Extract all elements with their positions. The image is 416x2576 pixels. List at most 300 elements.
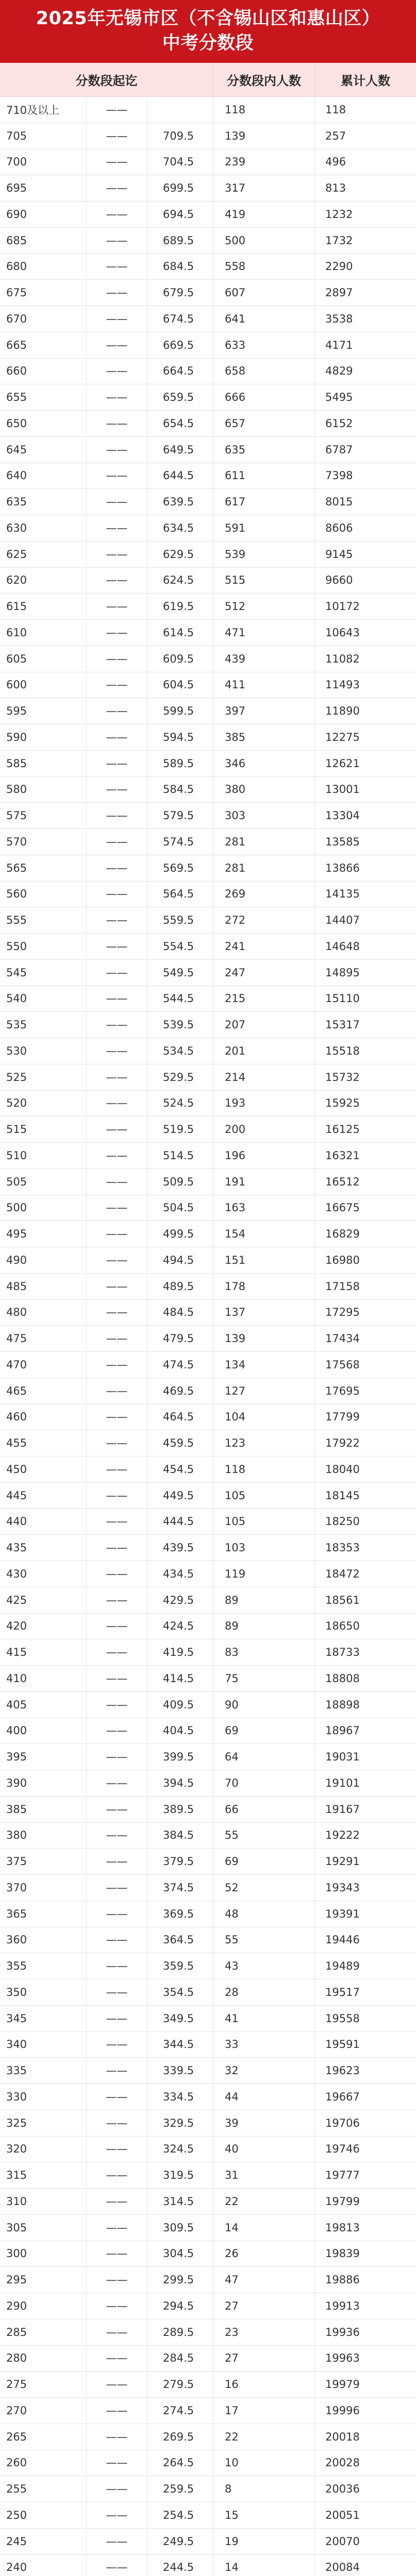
cell-range-separator: ——	[87, 1300, 147, 1326]
table-row	[0, 907, 416, 934]
cell-count: 558	[213, 254, 315, 280]
cell-range-separator: ——	[87, 1666, 147, 1691]
cell-score-from: 630	[0, 515, 87, 541]
cell-count: 385	[213, 724, 315, 750]
cell-score-from: 425	[0, 1587, 87, 1613]
cell-range-separator: ——	[87, 1901, 147, 1927]
cell-score-from: 265	[0, 2424, 87, 2450]
cell-count: 55	[213, 1927, 315, 1953]
table-row	[0, 1143, 416, 1169]
cell-range-separator: ——	[87, 123, 147, 149]
cell-range-separator: ——	[87, 1195, 147, 1221]
cell-score-to: 669.5	[147, 332, 213, 358]
cell-count: 281	[213, 829, 315, 855]
table-row	[0, 489, 416, 515]
cell-score-to: 579.5	[147, 803, 213, 828]
table-row	[0, 228, 416, 254]
cell-score-to: 514.5	[147, 1143, 213, 1168]
cell-score-from: 450	[0, 1456, 87, 1482]
cell-score-to: 534.5	[147, 1038, 213, 1064]
cell-range-separator: ——	[87, 2555, 147, 2576]
cell-score-to: 384.5	[147, 1823, 213, 1849]
cell-cumulative: 20028	[325, 2456, 360, 2469]
cell-range-separator: ——	[87, 1091, 147, 1116]
cell-score-from: 430	[0, 1561, 87, 1587]
table-row	[0, 175, 416, 201]
cell-count: 139	[213, 1326, 315, 1351]
table-row	[0, 1849, 416, 1875]
cell-range-separator: ——	[87, 2476, 147, 2502]
cell-count: 134	[213, 1352, 315, 1378]
table-row	[0, 1587, 416, 1614]
cell-range-separator: ——	[87, 1797, 147, 1822]
cell-count: 105	[213, 1509, 315, 1535]
cell-score-from: 365	[0, 1901, 87, 1927]
cell-score-from: 645	[0, 437, 87, 463]
cell-cumulative: 14135	[325, 888, 360, 901]
cell-count: 151	[213, 1247, 315, 1273]
cell-count: 43	[213, 1953, 315, 1979]
cell-cumulative: 17799	[325, 1411, 360, 1423]
table-row	[0, 2267, 416, 2293]
cell-range-separator: ——	[87, 2424, 147, 2450]
cell-count: 28	[213, 1979, 315, 2005]
cell-range-separator: ——	[87, 698, 147, 724]
cell-range-separator: ——	[87, 280, 147, 306]
cell-score-to: 519.5	[147, 1116, 213, 1142]
cell-count: 471	[213, 620, 315, 646]
cell-score-from: 255	[0, 2476, 87, 2502]
cell-count: 17	[213, 2398, 315, 2424]
cell-count: 611	[213, 463, 315, 489]
cell-score-from: 555	[0, 907, 87, 933]
table-row	[0, 751, 416, 777]
cell-count: 55	[213, 1823, 315, 1849]
cell-count: 69	[213, 1849, 315, 1874]
table-row	[0, 2398, 416, 2424]
cell-score-to: 254.5	[147, 2502, 213, 2528]
cell-cumulative: 12621	[325, 757, 360, 770]
cell-score-to: 424.5	[147, 1614, 213, 1639]
cell-range-separator: ——	[87, 1614, 147, 1639]
cell-count: 419	[213, 201, 315, 227]
cell-cumulative: 19839	[325, 2247, 360, 2260]
cell-range-separator: ——	[87, 2058, 147, 2083]
table-body	[0, 97, 416, 2576]
table-row	[0, 1430, 416, 1456]
table-row	[0, 515, 416, 541]
cell-range-separator: ——	[87, 1561, 147, 1587]
cell-score-from: 570	[0, 829, 87, 855]
cell-cumulative: 19963	[325, 2352, 360, 2365]
cell-count: 607	[213, 280, 315, 306]
table-row	[0, 724, 416, 751]
cell-score-to: 284.5	[147, 2346, 213, 2371]
cell-score-from: 335	[0, 2058, 87, 2083]
cell-score-to: 244.5	[147, 2555, 213, 2576]
cell-score-to: 439.5	[147, 1535, 213, 1561]
cell-range-separator: ——	[87, 2241, 147, 2267]
cell-cumulative: 11493	[325, 679, 360, 691]
cell-count: 105	[213, 1483, 315, 1509]
cell-cumulative: 257	[325, 129, 346, 142]
cell-score-from: 415	[0, 1639, 87, 1665]
cell-cumulative: 18353	[325, 1541, 360, 1554]
cell-score-from: 495	[0, 1221, 87, 1247]
cell-count: 633	[213, 332, 315, 358]
cell-count: 500	[213, 228, 315, 253]
table-row	[0, 306, 416, 332]
cell-score-from: 410	[0, 1666, 87, 1691]
table-row	[0, 1378, 416, 1404]
cell-range-separator: ——	[87, 1823, 147, 1849]
cell-count: 123	[213, 1430, 315, 1456]
cell-count: 10	[213, 2450, 315, 2476]
cell-range-separator: ——	[87, 1639, 147, 1665]
table-row	[0, 1012, 416, 1038]
cell-cumulative: 11082	[325, 652, 360, 665]
table-row	[0, 1823, 416, 1849]
cell-cumulative: 15925	[325, 1097, 360, 1110]
cell-score-to: 359.5	[147, 1953, 213, 1979]
cell-score-from: 380	[0, 1823, 87, 1849]
cell-range-separator: ——	[87, 1770, 147, 1796]
cell-score-from: 290	[0, 2293, 87, 2319]
cell-cumulative: 18808	[325, 1672, 360, 1685]
column-header-score-range: 分数段起讫	[0, 63, 213, 96]
cell-score-to: 454.5	[147, 1456, 213, 1482]
cell-score-to: 504.5	[147, 1195, 213, 1221]
table-header	[0, 63, 416, 97]
cell-range-separator: ——	[87, 724, 147, 750]
cell-score-from: 560	[0, 882, 87, 907]
column-header-cumulative: 累计人数	[341, 74, 390, 88]
cell-cumulative: 19222	[325, 1829, 360, 1842]
cell-score-to: 459.5	[147, 1430, 213, 1456]
cell-score-from: 320	[0, 2137, 87, 2162]
cell-range-separator: ——	[87, 620, 147, 646]
cell-score-from: 370	[0, 1875, 87, 1901]
cell-range-separator: ——	[87, 1378, 147, 1404]
cell-range-separator: ——	[87, 359, 147, 384]
cell-score-to: 349.5	[147, 2006, 213, 2031]
cell-cumulative: 18967	[325, 1724, 360, 1737]
cell-count: 89	[213, 1614, 315, 1639]
cell-cumulative: 118	[325, 103, 346, 116]
table-row	[0, 1561, 416, 1587]
cell-count: 27	[213, 2346, 315, 2371]
table-row	[0, 123, 416, 149]
cell-score-from: 470	[0, 1352, 87, 1378]
cell-cumulative: 19558	[325, 2012, 360, 2025]
cell-score-to: 529.5	[147, 1064, 213, 1090]
cell-score-from: 395	[0, 1744, 87, 1770]
cell-range-separator: ——	[87, 1587, 147, 1613]
cell-cumulative: 19446	[325, 1934, 360, 1946]
table-row	[0, 829, 416, 855]
cell-score-from: 655	[0, 384, 87, 410]
cell-cumulative: 1232	[325, 208, 353, 221]
cell-cumulative: 9660	[325, 574, 353, 587]
cell-score-to: 574.5	[147, 829, 213, 855]
cell-score-from: 485	[0, 1274, 87, 1299]
cell-score-from: 530	[0, 1038, 87, 1064]
cell-score-from: 305	[0, 2215, 87, 2241]
cell-range-separator: ——	[87, 2137, 147, 2162]
cell-score-from: 250	[0, 2502, 87, 2528]
cell-cumulative: 13866	[325, 861, 360, 874]
cell-count: 591	[213, 515, 315, 541]
cell-score-to: 664.5	[147, 359, 213, 384]
cell-cumulative: 20084	[325, 2561, 360, 2574]
cell-cumulative: 19886	[325, 2274, 360, 2286]
table-row	[0, 2084, 416, 2110]
cell-score-to: 344.5	[147, 2032, 213, 2058]
cell-range-separator: ——	[87, 934, 147, 959]
cell-score-to: 249.5	[147, 2529, 213, 2554]
cell-count: 515	[213, 568, 315, 594]
cell-cumulative: 17922	[325, 1437, 360, 1450]
cell-cumulative: 7398	[325, 469, 353, 482]
cell-score-to: 659.5	[147, 384, 213, 410]
table-row	[0, 855, 416, 882]
cell-range-separator: ——	[87, 332, 147, 358]
cell-range-separator: ——	[87, 97, 147, 123]
title-banner	[0, 0, 416, 63]
table-row	[0, 1169, 416, 1195]
cell-range-separator: ——	[87, 1927, 147, 1953]
cell-cumulative: 19667	[325, 2090, 360, 2103]
cell-cumulative: 16829	[325, 1228, 360, 1241]
cell-score-to: 444.5	[147, 1509, 213, 1535]
cell-count: 303	[213, 803, 315, 828]
cell-count: 139	[213, 123, 315, 149]
cell-cumulative: 13585	[325, 835, 360, 848]
cell-score-from: 665	[0, 332, 87, 358]
table-row	[0, 1038, 416, 1064]
table-row	[0, 1221, 416, 1247]
cell-range-separator: ——	[87, 777, 147, 803]
cell-cumulative: 19031	[325, 1751, 360, 1764]
cell-range-separator: ——	[87, 541, 147, 567]
cell-cumulative: 19391	[325, 1907, 360, 1920]
table-row	[0, 1509, 416, 1535]
table-row	[0, 2476, 416, 2502]
cell-count: 539	[213, 541, 315, 567]
cell-count: 15	[213, 2502, 315, 2528]
cell-score-to: 419.5	[147, 1639, 213, 1665]
cell-cumulative: 18898	[325, 1698, 360, 1711]
cell-score-to: 404.5	[147, 1718, 213, 1744]
cell-score-from: 460	[0, 1404, 87, 1430]
cell-score-from: 385	[0, 1797, 87, 1822]
cell-count: 317	[213, 175, 315, 201]
cell-count: 641	[213, 306, 315, 332]
cell-score-from: 285	[0, 2319, 87, 2345]
cell-score-to: 539.5	[147, 1012, 213, 1038]
cell-score-from: 550	[0, 934, 87, 959]
cell-count: 90	[213, 1692, 315, 1718]
cell-range-separator: ——	[87, 1012, 147, 1038]
cell-range-separator: ——	[87, 1404, 147, 1430]
cell-range-separator: ——	[87, 384, 147, 410]
cell-range-separator: ——	[87, 829, 147, 855]
table-row	[0, 1326, 416, 1352]
cell-range-separator: ——	[87, 1064, 147, 1090]
cell-score-from: 490	[0, 1247, 87, 1273]
table-row	[0, 254, 416, 280]
cell-cumulative: 10643	[325, 626, 360, 639]
cell-score-from: 615	[0, 594, 87, 619]
cell-score-to: 449.5	[147, 1483, 213, 1509]
cell-score-to: 629.5	[147, 541, 213, 567]
table-row	[0, 201, 416, 228]
cell-count: 52	[213, 1875, 315, 1901]
cell-score-from: 635	[0, 489, 87, 515]
cell-cumulative: 13001	[325, 783, 360, 796]
cell-cumulative: 5495	[325, 391, 353, 404]
cell-cumulative: 18145	[325, 1489, 360, 1502]
cell-score-from: 420	[0, 1614, 87, 1639]
cell-score-from: 640	[0, 463, 87, 489]
cell-cumulative: 813	[325, 182, 346, 195]
cell-range-separator: ——	[87, 2346, 147, 2371]
cell-score-from: 660	[0, 359, 87, 384]
cell-score-from: 545	[0, 960, 87, 986]
cell-score-from: 390	[0, 1770, 87, 1796]
table-row	[0, 1953, 416, 1979]
cell-count: 239	[213, 149, 315, 175]
table-row	[0, 803, 416, 829]
cell-cumulative: 19591	[325, 2038, 360, 2051]
cell-count: 617	[213, 489, 315, 515]
cell-cumulative: 16321	[325, 1149, 360, 1162]
cell-cumulative: 8015	[325, 496, 353, 509]
cell-count: 14	[213, 2215, 315, 2241]
cell-score-to: 639.5	[147, 489, 213, 515]
table-row	[0, 1639, 416, 1666]
cell-score-to: 614.5	[147, 620, 213, 646]
cell-count: 26	[213, 2241, 315, 2267]
cell-score-from: 260	[0, 2450, 87, 2476]
cell-count: 380	[213, 777, 315, 803]
cell-cumulative: 11890	[325, 705, 360, 718]
table-row	[0, 2110, 416, 2137]
cell-score-to: 269.5	[147, 2424, 213, 2450]
cell-score-to: 694.5	[147, 201, 213, 227]
cell-score-from: 245	[0, 2529, 87, 2554]
cell-score-to: 464.5	[147, 1404, 213, 1430]
cell-count: 66	[213, 1797, 315, 1822]
cell-score-to: 679.5	[147, 280, 213, 306]
cell-score-to: 409.5	[147, 1692, 213, 1718]
cell-cumulative: 17568	[325, 1358, 360, 1371]
cell-score-from: 565	[0, 855, 87, 881]
cell-score-from: 710及以上	[0, 97, 87, 123]
cell-count: 241	[213, 934, 315, 959]
cell-score-to: 264.5	[147, 2450, 213, 2476]
cell-score-from: 540	[0, 986, 87, 1012]
table-row	[0, 541, 416, 568]
table-row	[0, 1064, 416, 1091]
cell-count: 44	[213, 2084, 315, 2110]
cell-cumulative: 16675	[325, 1201, 360, 1214]
cell-cumulative: 17158	[325, 1280, 360, 1293]
cell-score-to: 329.5	[147, 2110, 213, 2136]
cell-cumulative: 15732	[325, 1071, 360, 1083]
cell-score-to: 704.5	[147, 149, 213, 175]
cell-cumulative: 10172	[325, 600, 360, 613]
cell-score-to: 479.5	[147, 1326, 213, 1351]
cell-score-to: 334.5	[147, 2084, 213, 2110]
cell-cumulative: 19101	[325, 1776, 360, 1789]
cell-score-from: 535	[0, 1012, 87, 1038]
table-row	[0, 1535, 416, 1561]
cell-range-separator: ——	[87, 489, 147, 515]
cell-score-from: 325	[0, 2110, 87, 2136]
cell-cumulative: 19813	[325, 2221, 360, 2234]
cell-cumulative: 19936	[325, 2326, 360, 2338]
cell-cumulative: 19489	[325, 1960, 360, 1973]
table-row	[0, 2424, 416, 2450]
cell-count: 269	[213, 882, 315, 907]
cell-score-from: 480	[0, 1300, 87, 1326]
cell-range-separator: ——	[87, 2502, 147, 2528]
table-row	[0, 2006, 416, 2032]
cell-score-to: 564.5	[147, 882, 213, 907]
table-row	[0, 1195, 416, 1222]
cell-cumulative: 15518	[325, 1044, 360, 1057]
cell-score-from: 705	[0, 123, 87, 149]
cell-score-from: 585	[0, 751, 87, 776]
cell-score-to: 314.5	[147, 2189, 213, 2214]
cell-score-to: 674.5	[147, 306, 213, 332]
table-row	[0, 2058, 416, 2084]
cell-count: 666	[213, 384, 315, 410]
table-row	[0, 411, 416, 437]
cell-cumulative: 19746	[325, 2143, 360, 2156]
cell-cumulative: 18733	[325, 1646, 360, 1659]
cell-range-separator: ——	[87, 1718, 147, 1744]
cell-count: 27	[213, 2293, 315, 2319]
cell-score-from: 510	[0, 1143, 87, 1168]
cell-count: 70	[213, 1770, 315, 1796]
cell-score-from: 455	[0, 1430, 87, 1456]
cell-count: 118	[213, 1456, 315, 1482]
cell-range-separator: ——	[87, 1247, 147, 1273]
cell-score-from: 625	[0, 541, 87, 567]
table-row	[0, 2450, 416, 2477]
cell-cumulative: 18040	[325, 1463, 360, 1476]
cell-cumulative: 19343	[325, 1881, 360, 1894]
cell-range-separator: ——	[87, 149, 147, 175]
cell-score-from: 590	[0, 724, 87, 750]
cell-range-separator: ——	[87, 855, 147, 881]
cell-range-separator: ——	[87, 594, 147, 619]
cell-count: 89	[213, 1587, 315, 1613]
table-row	[0, 149, 416, 176]
cell-score-to: 524.5	[147, 1091, 213, 1116]
table-row	[0, 594, 416, 620]
cell-range-separator: ——	[87, 960, 147, 986]
cell-range-separator: ——	[87, 1169, 147, 1195]
table-row	[0, 437, 416, 463]
cell-score-from: 520	[0, 1091, 87, 1116]
cell-cumulative: 18472	[325, 1567, 360, 1580]
cell-score-to: 649.5	[147, 437, 213, 463]
cell-score-to: 684.5	[147, 254, 213, 280]
cell-cumulative: 9145	[325, 548, 353, 561]
